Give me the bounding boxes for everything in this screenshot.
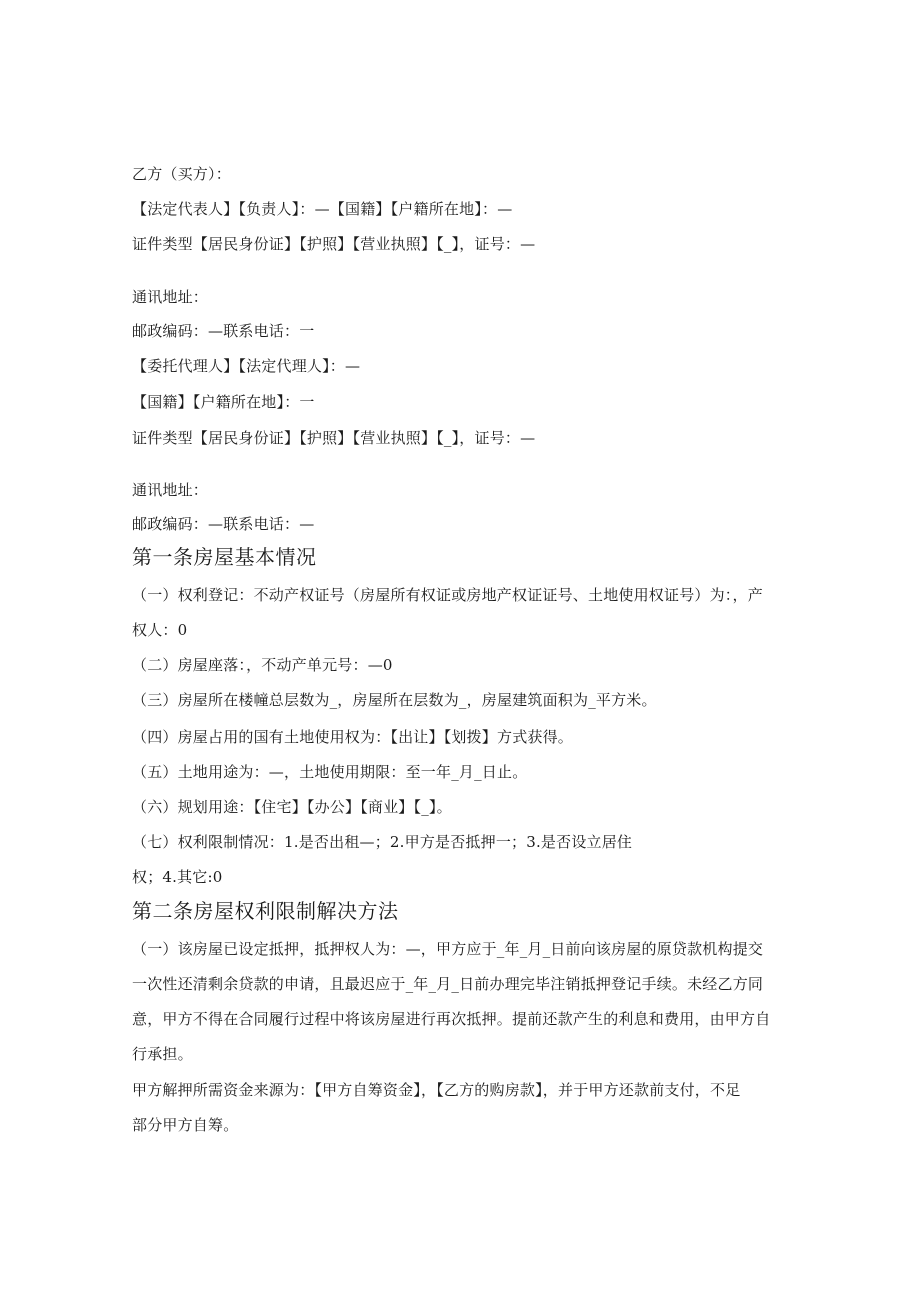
buyer-id-line: 证件类型【居民身份证】【护照】【营业执照】【_】，证号：— xyxy=(132,235,536,253)
article2-para2-line2: 部分甲方自筹。 xyxy=(132,1116,239,1134)
agent-id-line: 证件类型【居民身份证】【护照】【营业执照】【_】，证号：— xyxy=(132,429,536,447)
article1-item2: （二）房屋座落：，不动产单元号：—0 xyxy=(132,656,393,674)
article1-item1-line1: （一）权利登记：不动产权证号（房屋所有权证或房地产权证证号、土地使用权证号）为：，产 xyxy=(132,586,763,604)
article1-item7-line1: （七）权利限制情况：1.是否出租—；2.甲方是否抵押一；3.是否设立居住 xyxy=(132,833,633,851)
agent-nationality-line: 【国籍】【户籍所在地】：一 xyxy=(132,393,315,411)
buyer-title: 乙方（买方）： xyxy=(132,165,231,183)
agent-address: 通讯地址： xyxy=(132,481,209,499)
article1-heading: 第一条房屋基本情况 xyxy=(132,545,317,569)
article2-para1-line4: 行承担。 xyxy=(132,1045,193,1063)
buyer-postal-line: 邮政编码：—联系电话：一 xyxy=(132,322,315,340)
article2-para1-line3: 意，甲方不得在合同履行过程中将该房屋进行再次抵押。提前还款产生的利息和费用，由甲方自 xyxy=(132,1010,771,1028)
article2-heading: 第二条房屋权利限制解决方法 xyxy=(132,899,399,923)
article1-item3: （三）房屋所在楼幢总层数为_，房屋所在层数为_，房屋建筑面积为_平方米。 xyxy=(132,691,657,709)
article1-item1-line2: 权人：0 xyxy=(132,621,188,639)
buyer-address: 通讯地址： xyxy=(132,288,209,306)
buyer-representative-line: 【法定代表人】【负责人】：—【国籍】【户籍所在地】：— xyxy=(132,200,513,218)
article2-para1-line1: （一）该房屋已设定抵押，抵押权人为：—，甲方应于_年_月_日前向该房屋的原贷款机构提交 xyxy=(132,940,764,958)
agent-postal-line: 邮政编码：—联系电话：— xyxy=(132,515,315,533)
agent-representative-line: 【委托代理人】【法定代理人】：— xyxy=(132,357,361,375)
article1-item4: （四）房屋占用的国有土地使用权为：【出让】【划拨】方式获得。 xyxy=(132,728,574,746)
article2-para2-line1: 甲方解押所需资金来源为：【甲方自筹资金】，【乙方的购房款】，并于甲方还款前支付，不足 xyxy=(132,1081,741,1099)
article1-item5: （五）土地用途为：—，土地使用期限：至一年_月_日止。 xyxy=(132,763,528,781)
article2-para1-line2: 一次性还清剩余贷款的申请，且最迟应于_年_月_日前办理完毕注销抵押登记手续。未经乙方同 xyxy=(132,975,764,993)
article1-item7-line2: 权；4.其它:0 xyxy=(132,868,223,886)
article1-item6: （六）规划用途：【住宅】【办公】【商业】【_】。 xyxy=(132,798,452,816)
